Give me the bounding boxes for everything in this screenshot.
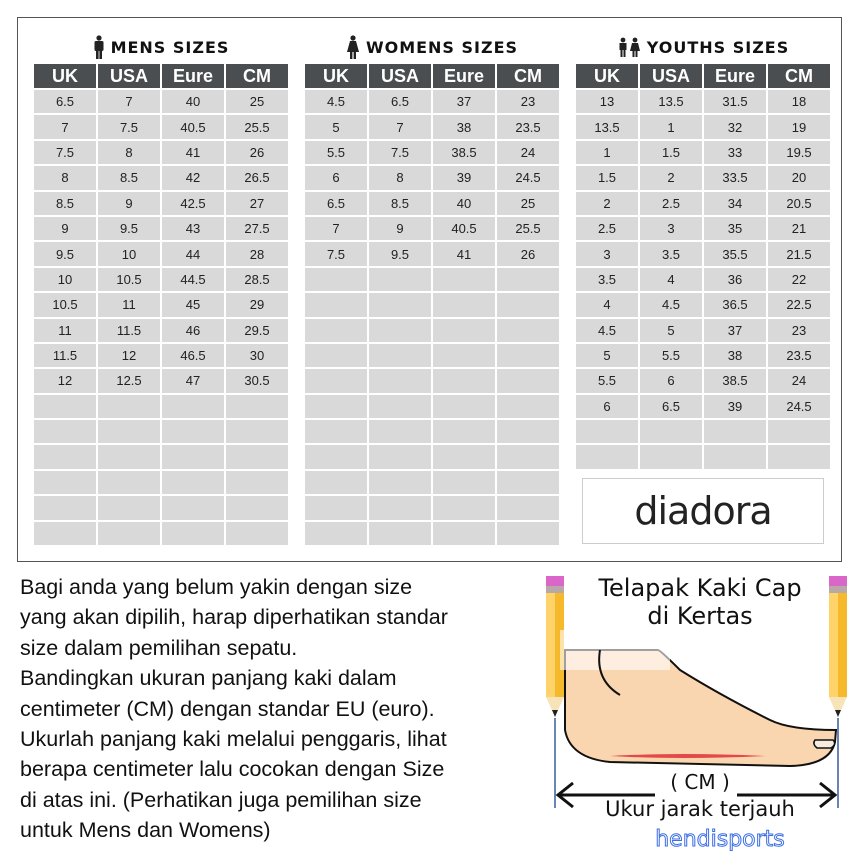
table-cell: 6.5 (639, 394, 703, 419)
table-cell: 34 (703, 191, 767, 216)
table-cell: 29.5 (225, 318, 289, 343)
table-row (33, 444, 289, 469)
table-cell: 33 (703, 140, 767, 165)
diadora-logo: diadora (582, 478, 824, 544)
table-cell: 39 (432, 165, 496, 190)
table-cell: 12.5 (97, 368, 161, 393)
table-cell (496, 267, 560, 292)
table-row (33, 419, 289, 444)
table-cell (304, 394, 368, 419)
mens-table (32, 64, 290, 547)
table-row (304, 241, 560, 266)
table-row (33, 521, 289, 546)
table-row (304, 267, 560, 292)
table-cell: 7 (33, 114, 97, 139)
table-row (33, 495, 289, 520)
table-cell: 13 (575, 89, 639, 114)
table-row (304, 216, 560, 241)
table-cell: 35.5 (703, 241, 767, 266)
table-cell (304, 318, 368, 343)
table-cell: 40.5 (161, 114, 225, 139)
table-cell (432, 318, 496, 343)
table-row (33, 394, 289, 419)
table-cell (496, 444, 560, 469)
table-row (575, 140, 831, 165)
table-cell (368, 419, 432, 444)
table-row (304, 368, 560, 393)
table-row (575, 394, 831, 419)
table-cell (97, 444, 161, 469)
table-cell: 9.5 (33, 241, 97, 266)
table-cell (33, 470, 97, 495)
table-row (575, 292, 831, 317)
youths-table (574, 64, 832, 471)
table-cell: 9 (97, 191, 161, 216)
table-cell (368, 292, 432, 317)
table-cell (368, 444, 432, 469)
table-cell: 6.5 (304, 191, 368, 216)
table-cell: 7.5 (97, 114, 161, 139)
table-cell (304, 292, 368, 317)
table-cell: 8.5 (97, 165, 161, 190)
column-header: USA (639, 64, 703, 89)
table-cell (97, 394, 161, 419)
table-cell (767, 419, 831, 444)
table-cell: 33.5 (703, 165, 767, 190)
table-row (575, 165, 831, 190)
table-row (575, 318, 831, 343)
column-header: USA (97, 64, 161, 89)
table-row (304, 114, 560, 139)
table-cell: 11.5 (97, 318, 161, 343)
table-cell (33, 495, 97, 520)
table-cell (161, 444, 225, 469)
table-cell: 21.5 (767, 241, 831, 266)
table-cell: 39 (703, 394, 767, 419)
table-cell (368, 368, 432, 393)
table-row (304, 444, 560, 469)
header-row (304, 64, 560, 89)
table-cell: 21 (767, 216, 831, 241)
table-cell: 8.5 (368, 191, 432, 216)
table-cell: 6 (575, 394, 639, 419)
diagram-title-line1: Telapak Kaki Cap (598, 574, 802, 602)
table-cell (97, 495, 161, 520)
table-cell (33, 444, 97, 469)
table-cell: 4 (639, 267, 703, 292)
table-row (575, 241, 831, 266)
table-cell: 12 (97, 343, 161, 368)
table-cell: 32 (703, 114, 767, 139)
table-row (575, 368, 831, 393)
description-line: untuk Mens dan Womens) (20, 818, 271, 843)
table-row (304, 470, 560, 495)
table-cell (368, 495, 432, 520)
table-cell: 41 (432, 241, 496, 266)
table-row (33, 89, 289, 114)
table-cell: 9.5 (97, 216, 161, 241)
table-cell: 28 (225, 241, 289, 266)
table-cell: 1 (575, 140, 639, 165)
table-cell: 22 (767, 267, 831, 292)
table-cell (432, 419, 496, 444)
table-cell: 35 (703, 216, 767, 241)
table-cell: 20 (767, 165, 831, 190)
table-cell (368, 318, 432, 343)
table-cell: 38 (432, 114, 496, 139)
table-cell: 11 (33, 318, 97, 343)
children-icon (617, 37, 641, 57)
table-cell (496, 318, 560, 343)
table-cell: 24.5 (496, 165, 560, 190)
table-cell (703, 419, 767, 444)
watermark: hendisports (655, 827, 785, 852)
table-cell (432, 394, 496, 419)
table-cell: 9.5 (368, 241, 432, 266)
table-cell: 37 (432, 89, 496, 114)
table-cell: 30.5 (225, 368, 289, 393)
table-row (575, 343, 831, 368)
table-cell: 46.5 (161, 343, 225, 368)
table-cell (432, 444, 496, 469)
table-cell: 8 (368, 165, 432, 190)
table-cell (496, 368, 560, 393)
table-cell: 26 (225, 140, 289, 165)
column-header: UK (575, 64, 639, 89)
table-row (33, 241, 289, 266)
table-cell (304, 470, 368, 495)
table-cell: 44.5 (161, 267, 225, 292)
table-row (304, 165, 560, 190)
table-cell: 9 (33, 216, 97, 241)
table-cell: 11.5 (33, 343, 97, 368)
table-cell: 5 (304, 114, 368, 139)
table-row (33, 343, 289, 368)
unit-label: ( CM ) (670, 770, 730, 794)
table-cell: 6.5 (368, 89, 432, 114)
table-row (33, 191, 289, 216)
womens-title: WOMENS SIZES (303, 30, 561, 64)
table-cell: 18 (767, 89, 831, 114)
table-cell (161, 394, 225, 419)
table-row (575, 267, 831, 292)
table-cell: 40 (161, 89, 225, 114)
table-cell (161, 495, 225, 520)
table-cell (575, 419, 639, 444)
table-cell: 1.5 (575, 165, 639, 190)
table-cell: 3 (639, 216, 703, 241)
table-cell: 27 (225, 191, 289, 216)
table-cell: 13.5 (575, 114, 639, 139)
table-cell: 7 (97, 89, 161, 114)
table-cell: 1.5 (639, 140, 703, 165)
table-cell (97, 419, 161, 444)
table-cell: 7 (368, 114, 432, 139)
table-cell: 4 (575, 292, 639, 317)
table-cell: 24 (767, 368, 831, 393)
table-cell: 5 (639, 318, 703, 343)
table-row (304, 419, 560, 444)
mens-title: MENS SIZES (32, 30, 290, 64)
table-cell: 36.5 (703, 292, 767, 317)
table-row (33, 165, 289, 190)
table-row (33, 470, 289, 495)
table-cell: 23.5 (767, 343, 831, 368)
table-cell: 13.5 (639, 89, 703, 114)
womens-section (303, 30, 561, 547)
table-row (575, 216, 831, 241)
youths-section (574, 30, 832, 471)
table-cell: 6.5 (33, 89, 97, 114)
column-header: CM (767, 64, 831, 89)
table-cell (97, 521, 161, 546)
table-cell: 23.5 (496, 114, 560, 139)
table-cell (496, 394, 560, 419)
description-line: yang akan dipilih, harap diperhatikan standar (20, 605, 448, 630)
column-header: Eure (161, 64, 225, 89)
table-cell: 3.5 (639, 241, 703, 266)
table-cell: 26.5 (225, 165, 289, 190)
table-row (575, 114, 831, 139)
table-cell: 8 (97, 140, 161, 165)
table-cell (33, 521, 97, 546)
table-cell: 9 (368, 216, 432, 241)
table-row (575, 444, 831, 469)
table-cell: 41 (161, 140, 225, 165)
column-header: Eure (432, 64, 496, 89)
table-row (304, 521, 560, 546)
table-cell (432, 292, 496, 317)
table-cell: 7.5 (304, 241, 368, 266)
table-cell (432, 495, 496, 520)
table-row (304, 343, 560, 368)
table-cell: 43 (161, 216, 225, 241)
youths-title: YOUTHS SIZES (574, 30, 832, 64)
table-cell: 10 (33, 267, 97, 292)
column-header: UK (33, 64, 97, 89)
table-cell: 2 (639, 165, 703, 190)
table-cell (304, 343, 368, 368)
description-line: Bagi anda yang belum yakin dengan size (20, 575, 413, 599)
table-cell: 4.5 (304, 89, 368, 114)
table-cell (225, 470, 289, 495)
table-cell: 23 (496, 89, 560, 114)
table-cell (225, 444, 289, 469)
woman-icon (346, 35, 360, 59)
table-cell (432, 521, 496, 546)
table-cell: 30 (225, 343, 289, 368)
diagram-title-line2: di Kertas (647, 602, 753, 630)
table-cell: 4.5 (575, 318, 639, 343)
table-row (304, 89, 560, 114)
table-cell (161, 470, 225, 495)
description-text (20, 572, 540, 846)
table-cell (33, 419, 97, 444)
table-cell: 25.5 (496, 216, 560, 241)
table-cell: 3.5 (575, 267, 639, 292)
table-cell (767, 444, 831, 469)
table-cell (368, 470, 432, 495)
table-cell (496, 521, 560, 546)
table-row (304, 140, 560, 165)
table-cell: 5 (575, 343, 639, 368)
table-row (304, 191, 560, 216)
table-cell (304, 419, 368, 444)
table-cell: 27.5 (225, 216, 289, 241)
table-cell (496, 292, 560, 317)
table-row (304, 495, 560, 520)
table-cell: 5.5 (304, 140, 368, 165)
column-header: CM (496, 64, 560, 89)
table-row (575, 89, 831, 114)
description-line: Ukurlah panjang kaki melalui penggaris, lihat (20, 727, 447, 752)
table-cell: 44 (161, 241, 225, 266)
table-cell: 25.5 (225, 114, 289, 139)
table-row (33, 216, 289, 241)
table-cell: 36 (703, 267, 767, 292)
table-cell: 10.5 (97, 267, 161, 292)
table-cell: 12 (33, 368, 97, 393)
table-cell (225, 521, 289, 546)
table-cell: 8 (33, 165, 97, 190)
table-cell: 7.5 (368, 140, 432, 165)
table-cell (368, 394, 432, 419)
header-row (33, 64, 289, 89)
header-row (575, 64, 831, 89)
table-cell (97, 470, 161, 495)
table-cell: 2.5 (639, 191, 703, 216)
table-cell: 6 (304, 165, 368, 190)
table-row (33, 267, 289, 292)
table-cell: 23 (767, 318, 831, 343)
table-cell: 37 (703, 318, 767, 343)
table-cell: 24 (496, 140, 560, 165)
table-row (304, 394, 560, 419)
table-cell: 47 (161, 368, 225, 393)
table-cell: 1 (639, 114, 703, 139)
description-line: di atas ini. (Perhatikan juga pemilihan size (20, 787, 422, 812)
table-cell (432, 368, 496, 393)
table-cell: 31.5 (703, 89, 767, 114)
table-cell: 25 (496, 191, 560, 216)
table-cell: 4.5 (639, 292, 703, 317)
mens-section (32, 30, 290, 547)
table-cell: 6 (639, 368, 703, 393)
table-cell: 8.5 (33, 191, 97, 216)
man-icon (93, 35, 105, 59)
womens-table (303, 64, 561, 547)
table-cell: 10 (97, 241, 161, 266)
table-cell: 26 (496, 241, 560, 266)
table-row (575, 191, 831, 216)
table-cell (639, 444, 703, 469)
table-row (33, 114, 289, 139)
table-cell: 38.5 (432, 140, 496, 165)
table-cell: 42 (161, 165, 225, 190)
table-cell: 7 (304, 216, 368, 241)
measure-caption: Ukur jarak terjauh (605, 797, 795, 821)
table-cell (368, 343, 432, 368)
column-header: USA (368, 64, 432, 89)
foot-measure-diagram (540, 570, 860, 822)
table-cell: 7.5 (33, 140, 97, 165)
table-cell: 24.5 (767, 394, 831, 419)
table-cell: 2.5 (575, 216, 639, 241)
table-cell: 10.5 (33, 292, 97, 317)
table-cell (225, 495, 289, 520)
table-cell: 20.5 (767, 191, 831, 216)
table-cell (368, 521, 432, 546)
table-cell: 22.5 (767, 292, 831, 317)
table-cell (304, 521, 368, 546)
table-cell: 42.5 (161, 191, 225, 216)
table-cell: 19.5 (767, 140, 831, 165)
table-cell (225, 394, 289, 419)
table-cell (496, 419, 560, 444)
table-row (33, 292, 289, 317)
table-cell (432, 343, 496, 368)
table-cell: 38.5 (703, 368, 767, 393)
table-cell (161, 419, 225, 444)
table-row (304, 292, 560, 317)
table-cell (161, 521, 225, 546)
table-cell (304, 267, 368, 292)
table-row (33, 318, 289, 343)
table-cell: 25 (225, 89, 289, 114)
table-cell: 28.5 (225, 267, 289, 292)
table-cell (432, 267, 496, 292)
table-cell (703, 444, 767, 469)
table-cell (225, 419, 289, 444)
table-cell: 2 (575, 191, 639, 216)
column-header: Eure (703, 64, 767, 89)
table-row (304, 318, 560, 343)
description-line: centimeter (CM) dengan standar EU (euro). (20, 696, 435, 721)
table-cell: 38 (703, 343, 767, 368)
table-cell (304, 444, 368, 469)
column-header: UK (304, 64, 368, 89)
table-cell: 19 (767, 114, 831, 139)
table-cell (368, 267, 432, 292)
description-line: berapa centimeter lalu cocokan dengan Size (20, 757, 445, 782)
table-row (33, 140, 289, 165)
table-row (33, 368, 289, 393)
table-cell: 11 (97, 292, 161, 317)
table-cell: 5.5 (639, 343, 703, 368)
table-row (575, 419, 831, 444)
table-cell: 29 (225, 292, 289, 317)
description-line: size dalam pemilihan sepatu. (20, 635, 298, 660)
table-cell: 40 (432, 191, 496, 216)
table-cell (432, 470, 496, 495)
table-cell (33, 394, 97, 419)
table-cell: 3 (575, 241, 639, 266)
table-cell (304, 368, 368, 393)
description-line: Bandingkan ukuran panjang kaki dalam (20, 666, 397, 691)
table-cell (304, 495, 368, 520)
table-cell (496, 470, 560, 495)
column-header: CM (225, 64, 289, 89)
table-cell (496, 495, 560, 520)
table-cell (575, 444, 639, 469)
table-cell: 45 (161, 292, 225, 317)
table-cell (496, 343, 560, 368)
table-cell (639, 419, 703, 444)
table-cell: 46 (161, 318, 225, 343)
table-cell: 5.5 (575, 368, 639, 393)
table-cell: 40.5 (432, 216, 496, 241)
